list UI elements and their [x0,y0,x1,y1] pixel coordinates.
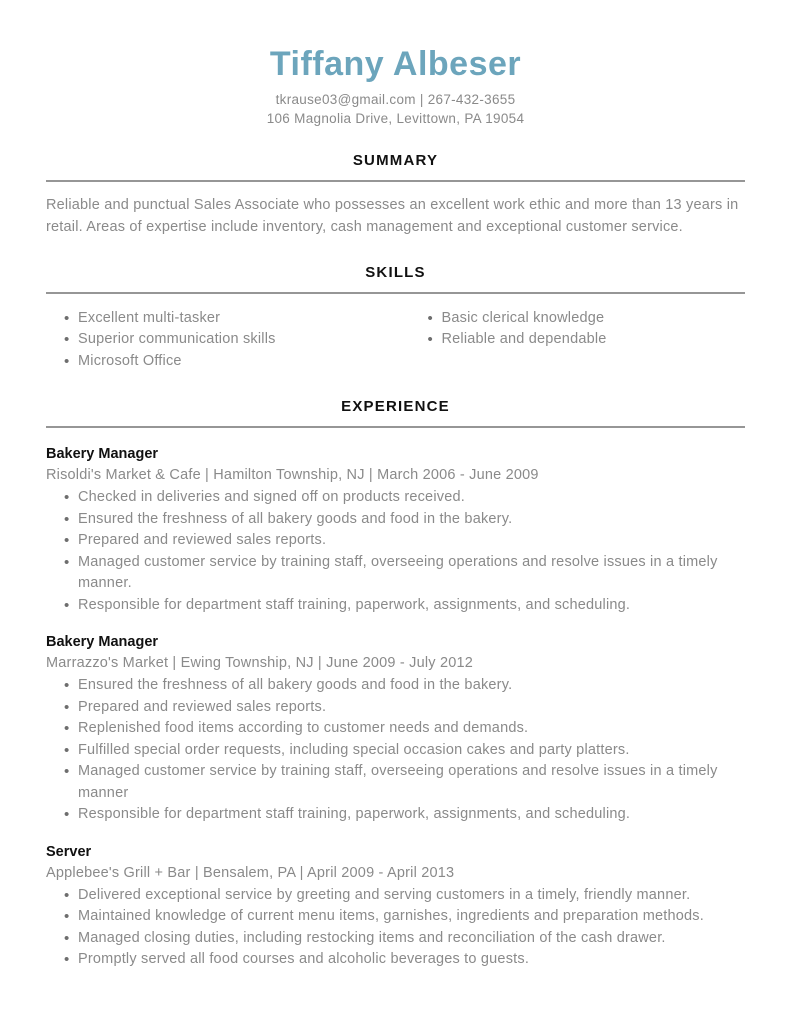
skill-item: • Microsoft Office [64,351,396,373]
address-line: 106 Magnolia Drive, Levittown, PA 19054 [266,110,525,126]
job-title: Server [46,843,92,860]
job-bullet: • Promptly served all food courses and alcoholic beverages to guests. [64,949,745,971]
job-bullet: • Prepared and reviewed sales reports. [64,697,745,719]
job-subtitle: Marrazzo's Market | Ewing Township, NJ | June 2009 - July 2012 [46,655,474,672]
job-bullet: • Ensured the freshness of all bakery goods and food in the bakery. [64,675,745,697]
job-bullet: • Delivered exceptional service by greeting and serving customers in a timely, friendly manner. [64,885,745,907]
resume-header [46,44,745,126]
experience-heading: EXPERIENCE [341,398,450,416]
job-subtitle: Applebee's Grill + Bar | Bensalem, PA | April 2009 - April 2013 [46,864,455,881]
summary-section [46,152,745,238]
summary-text: Reliable and punctual Sales Associate who possesses an excellent work ethic and more than 13 years in retail. Areas of expertise include inventory, cash management and exceptional customer service. [46,196,739,235]
job-bullet: • Managed closing duties, including restocking items and reconciliation of the cash drawer. [64,928,745,950]
job-bullet: • Maintained knowledge of current menu items, garnishes, ingredients and preparation methods. [64,906,745,928]
job-bullet: • Responsible for department staff training, paperwork, assignments, and scheduling. [64,804,745,826]
skills-section [46,264,745,373]
job-bullet: • Ensured the freshness of all bakery goods and food in the bakery. [64,509,745,531]
experience-rule [46,426,745,428]
experience-section [46,398,745,971]
contact-line: tkrause03@gmail.com | 267-432-3655 [275,91,516,107]
skill-item: • Superior communication skills [64,329,396,351]
job-bullet: • Prepared and reviewed sales reports. [64,530,745,552]
job-subtitle: Risoldi's Market & Cafe | Hamilton Township, NJ | March 2006 - June 2009 [46,467,539,484]
job-title: Bakery Manager [46,634,159,651]
job-bullet: • Managed customer service by training staff, overseeing operations and resolve issues in a timely manner. [64,552,745,595]
skill-item: • Reliable and dependable [428,329,746,351]
candidate-name: Tiffany Albeser [269,45,522,83]
job-bullet: • Responsible for department staff training, paperwork, assignments, and scheduling. [64,595,745,617]
job-entry [46,842,745,971]
job-bullet: • Fulfilled special order requests, including special occasion cakes and party platters. [64,740,745,762]
job-entry [46,444,745,616]
summary-rule [46,180,745,182]
summary-heading: SUMMARY [352,151,439,169]
skills-rule [46,292,745,294]
job-bullet: • Checked in deliveries and signed off on products received. [64,487,745,509]
skills-column-right [396,308,746,373]
skills-column-left [46,308,396,373]
skills-heading: SKILLS [365,263,426,281]
job-entry [46,632,745,826]
job-bullet: • Replenished food items according to customer needs and demands. [64,718,745,740]
job-bullet: • Managed customer service by training staff, overseeing operations and resolve issues in a timely manner [64,761,745,804]
skill-item: • Excellent multi-tasker [64,308,396,330]
skill-item: • Basic clerical knowledge [428,308,746,330]
job-title: Bakery Manager [46,446,159,463]
skills-columns [46,308,745,373]
